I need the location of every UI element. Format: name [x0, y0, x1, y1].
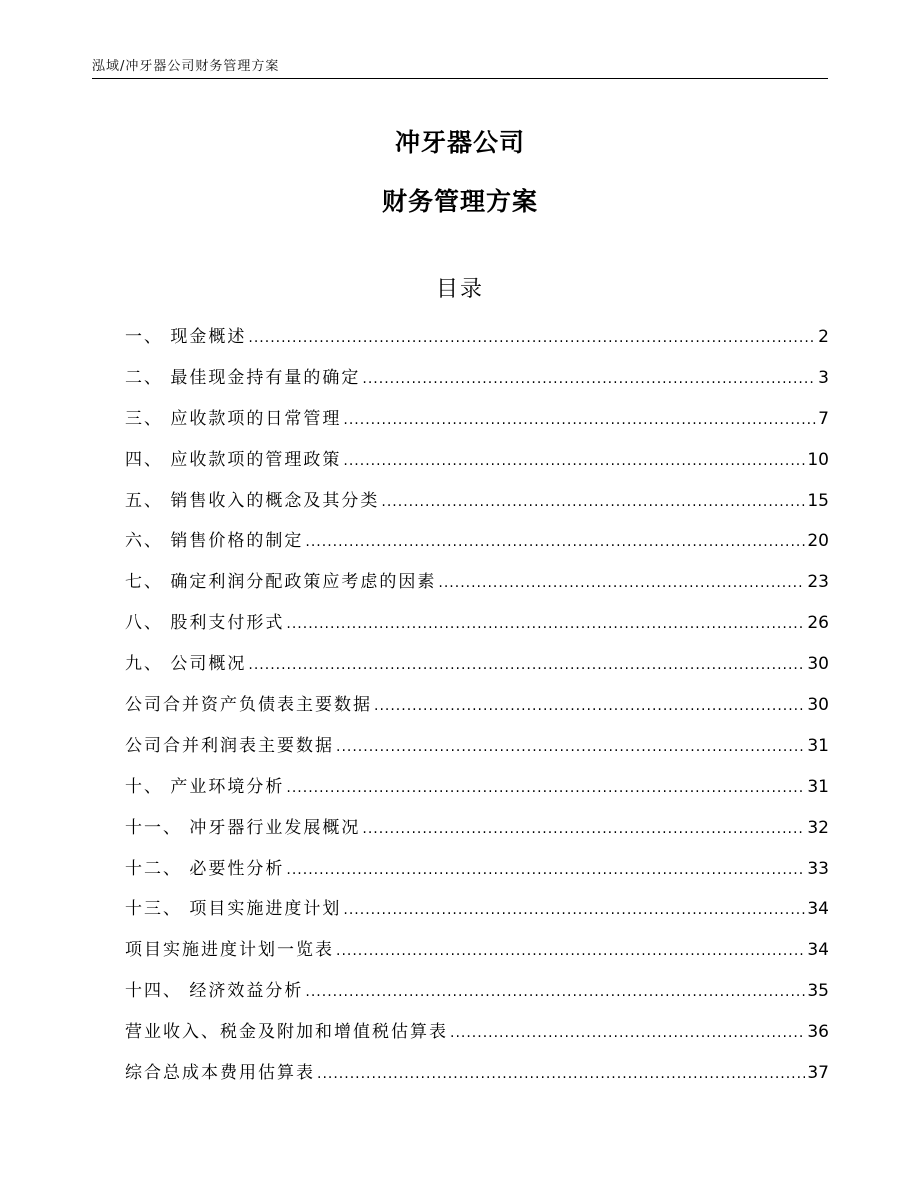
- table-of-contents: [125, 322, 829, 1099]
- toc-entry-label: 公司合并资产负债表主要数据: [125, 695, 372, 716]
- dot-leader: [362, 813, 805, 844]
- toc-entry[interactable]: [125, 935, 829, 976]
- dot-leader: [248, 322, 816, 353]
- toc-entry-label: 公司合并利润表主要数据: [125, 735, 334, 756]
- dot-leader: [343, 404, 816, 435]
- toc-entry[interactable]: [125, 404, 829, 445]
- toc-entry-page: 30: [807, 654, 829, 675]
- dot-leader: [317, 1058, 805, 1089]
- toc-entry-label: 五、 销售收入的概念及其分类: [125, 490, 380, 511]
- toc-entry[interactable]: [125, 567, 829, 608]
- toc-entry-page: 15: [807, 490, 829, 511]
- dot-leader: [381, 486, 805, 517]
- dot-leader: [343, 445, 805, 476]
- dot-leader: [438, 567, 805, 598]
- dot-leader: [374, 690, 805, 721]
- toc-entry-label: 十三、 项目实施进度计划: [125, 899, 342, 920]
- dot-leader: [336, 731, 805, 762]
- toc-entry-page: 7: [818, 408, 829, 429]
- dot-leader: [362, 363, 816, 394]
- toc-entry-page: 3: [818, 367, 829, 388]
- toc-entry[interactable]: [125, 1017, 829, 1058]
- toc-entry[interactable]: [125, 526, 829, 567]
- toc-entry[interactable]: [125, 731, 829, 772]
- toc-entry-page: 2: [818, 327, 829, 347]
- running-header: 泓域/冲牙器公司财务管理方案: [92, 59, 280, 74]
- dot-leader: [305, 976, 805, 1007]
- toc-entry[interactable]: [125, 445, 829, 486]
- toc-heading: 目录: [435, 277, 484, 302]
- toc-entry-label: 项目实施进度计划一览表: [125, 940, 334, 961]
- toc-entry-page: 31: [807, 735, 829, 756]
- toc-entry-label: 十二、 必要性分析: [125, 858, 285, 879]
- toc-entry-label: 十、 产业环境分析: [125, 776, 285, 797]
- toc-entry-label: 六、 销售价格的制定: [125, 531, 304, 552]
- toc-entry[interactable]: [125, 649, 829, 690]
- document-title: 冲牙器公司: [394, 128, 525, 157]
- toc-entry[interactable]: [125, 813, 829, 854]
- toc-entry[interactable]: [125, 608, 829, 649]
- toc-entry-page: 32: [807, 817, 829, 838]
- toc-entry-label: 营业收入、税金及附加和增值税估算表: [125, 1022, 448, 1043]
- toc-entry[interactable]: [125, 854, 829, 895]
- toc-entry[interactable]: [125, 690, 829, 731]
- toc-entry-page: 10: [807, 449, 829, 470]
- dot-leader: [286, 608, 805, 639]
- toc-entry-label: 二、 最佳现金持有量的确定: [125, 367, 361, 388]
- dot-leader: [286, 854, 805, 885]
- dot-leader: [286, 772, 805, 803]
- toc-entry[interactable]: [125, 363, 829, 404]
- toc-entry[interactable]: [125, 1058, 829, 1099]
- dot-leader: [305, 526, 805, 557]
- toc-entry[interactable]: [125, 486, 829, 527]
- toc-entry-page: 23: [807, 572, 829, 593]
- document-subtitle: 财务管理方案: [381, 187, 538, 216]
- toc-entry-label: 一、 现金概述: [125, 327, 247, 347]
- toc-entry-page: 31: [807, 776, 829, 797]
- dot-leader: [343, 894, 805, 925]
- toc-entry-label: 九、 公司概况: [125, 654, 247, 675]
- toc-entry-label: 综合总成本费用估算表: [125, 1063, 315, 1084]
- toc-entry-page: 36: [807, 1022, 829, 1043]
- toc-entry[interactable]: [125, 772, 829, 813]
- toc-entry-label: 三、 应收款项的日常管理: [125, 408, 342, 429]
- toc-entry[interactable]: [125, 976, 829, 1017]
- toc-entry-label: 十一、 冲牙器行业发展概况: [125, 817, 361, 838]
- toc-entry[interactable]: [125, 322, 829, 363]
- toc-entry-page: 20: [807, 531, 829, 552]
- toc-entry-page: 33: [807, 858, 829, 879]
- toc-entry-label: 四、 应收款项的管理政策: [125, 449, 342, 470]
- toc-entry-page: 34: [807, 899, 829, 920]
- toc-entry-page: 34: [807, 940, 829, 961]
- toc-entry-page: 30: [807, 695, 829, 716]
- dot-leader: [336, 935, 805, 966]
- dot-leader: [248, 649, 805, 680]
- toc-entry-page: 35: [807, 981, 829, 1002]
- toc-entry-label: 七、 确定利润分配政策应考虑的因素: [125, 572, 437, 593]
- dot-leader: [450, 1017, 805, 1048]
- toc-entry-page: 26: [807, 613, 829, 634]
- header-rule: [92, 78, 828, 79]
- toc-entry-label: 十四、 经济效益分析: [125, 981, 304, 1002]
- toc-entry[interactable]: [125, 894, 829, 935]
- toc-entry-page: 37: [807, 1063, 829, 1084]
- toc-entry-label: 八、 股利支付形式: [125, 613, 285, 634]
